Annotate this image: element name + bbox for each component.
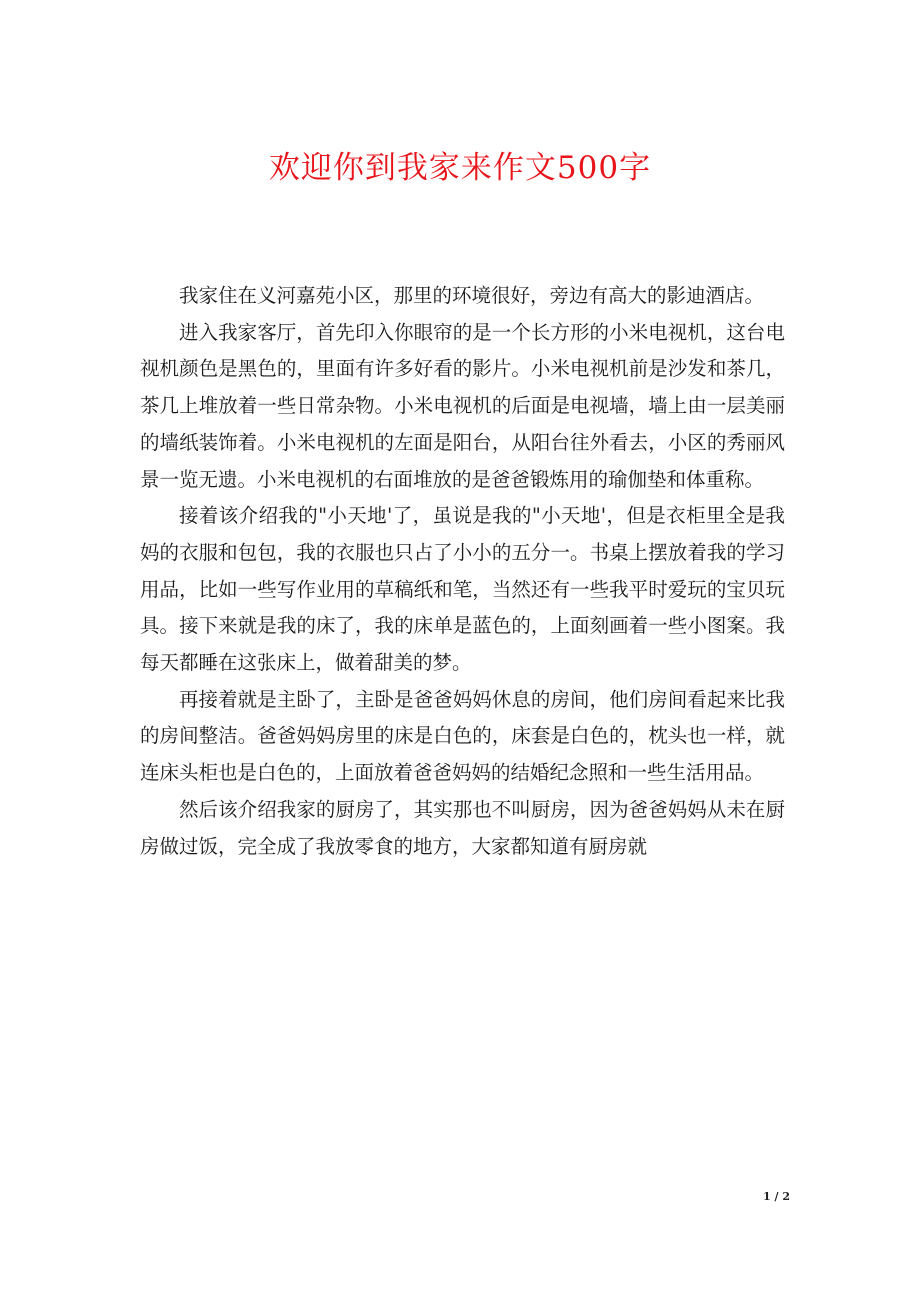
- document-title: 欢迎你到我家来作文500字: [268, 150, 652, 186]
- paragraph: 我家住在义河嘉苑小区，那里的环境很好，旁边有高大的影迪酒店。: [179, 284, 765, 307]
- document-body: [140, 278, 785, 865]
- paragraph: 进入我家客厅，首先印入你眼帘的是一个长方形的小米电视机，这台电视机颜色是黑色的，里面有许多好看的影片。小米电视机前是沙发和茶几，茶几上堆放着一些日常杂物。小米电视机的后面是电视墙，墙上由一层美丽的墙纸装饰着。小米电视机的左面是阳台，从阳台往外看去，小区的秀丽风景一览无遗。小米电视机的右面堆放的是爸爸锻炼用的瑜伽垫和体重称。: [140, 320, 785, 491]
- paragraph: 然后该介绍我家的厨房了，其实那也不叫厨房，因为爸爸妈妈从未在厨房做过饭，完全成了我放零食的地方，大家都知道有厨房就: [140, 797, 785, 858]
- paragraph: 再接着就是主卧了，主卧是爸爸妈妈休息的房间，他们房间看起来比我的房间整洁。爸爸妈妈房里的床是白色的，床套是白色的，枕头也一样，就连床头柜也是白色的，上面放着爸爸妈妈的结婚纪念照和一些生活用品。: [140, 687, 785, 785]
- page-number: 1 / 2: [763, 1190, 790, 1203]
- paragraph: 接着该介绍我的"小天地'了，虽说是我的"小天地'，但是衣柜里全是我妈的衣服和包包，我的衣服也只占了小小的五分一。书桌上摆放着我的学习用品，比如一些写作业用的草稿纸和笔，当然还有一些我平时爱玩的宝贝玩具。接下来就是我的床了，我的床单是蓝色的，上面刻画着一些小图案。我每天都睡在这张床上，做着甜美的梦。: [140, 504, 785, 675]
